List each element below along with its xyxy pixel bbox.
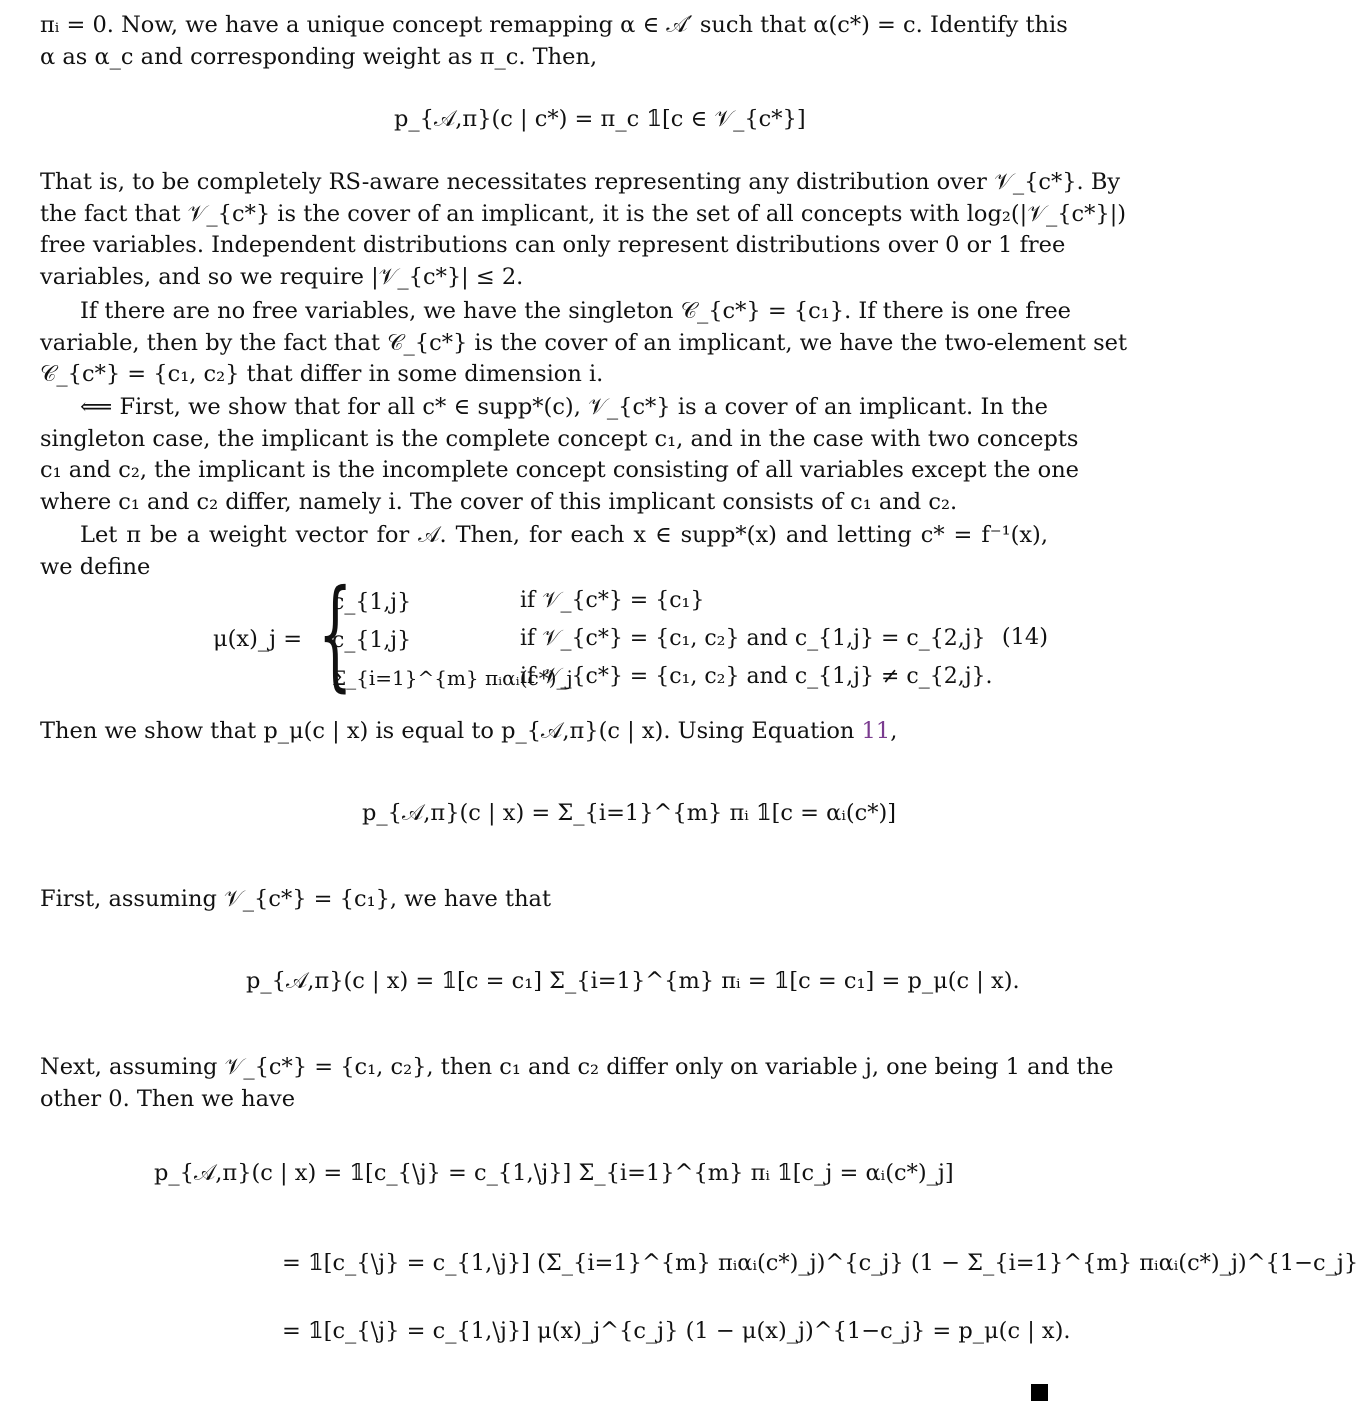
- text: Then we show that p_μ(c | x) is equal to p_{𝒜,π}(c | x). Using Equation: [40, 718, 855, 744]
- text-line: Let π be a weight vector for 𝒜. Then, for each x ∈ supp*(x) and letting c* = f⁻¹(x),: [80, 522, 1048, 548]
- paragraph-1: [40, 167, 1127, 293]
- paragraph-6: [40, 884, 1048, 916]
- case-cond-3: if 𝒱_{c*} = {c₁, c₂} and c_{1,j} ≠ c_{2,j}.: [520, 664, 993, 689]
- equation-link[interactable]: 11: [861, 718, 891, 744]
- equation-number: (14): [1001, 624, 1048, 650]
- text-line: free variables. Independent distributions can only represent distributions over 0 or 1 free: [40, 232, 1066, 259]
- paragraph-5: [40, 716, 1048, 748]
- paragraph-3: [40, 392, 1079, 518]
- equation-3: p_{𝒜,π}(c | x) = 𝟙[c = c₁] Σ_{i=1}^{m} πᵢ = 𝟙[c = c₁] = p_μ(c | x).: [246, 968, 1020, 994]
- case-value-3: Σ_{i=1}^{m} πᵢαᵢ(c*)_j: [332, 666, 573, 690]
- equation-2: p_{𝒜,π}(c | x) = Σ_{i=1}^{m} πᵢ 𝟙[c = αᵢ(c*)]: [362, 800, 897, 826]
- text-line: where c₁ and c₂ differ, namely i. The cover of this implicant consists of c₁ and c₂.: [40, 488, 958, 515]
- equation-4-line-3: = 𝟙[c_{\j} = c_{1,\j}] μ(x)_j^{c_j} (1 − μ(x)_j)^{1−c_j} = p_μ(c | x).: [282, 1318, 1071, 1344]
- text-line: ⟸ First, we show that for all c* ∈ supp*(c), 𝒱_{c*} is a cover of an implicant. In the: [80, 394, 1048, 420]
- text-line: other 0. Then we have: [40, 1085, 296, 1112]
- text-line: we define: [40, 553, 151, 580]
- case-value-1: c_{1,j}: [332, 590, 412, 615]
- text-line: singleton case, the implicant is the complete concept c₁, and in the case with two concepts: [40, 425, 1079, 452]
- text-line: the fact that 𝒱_{c*} is the cover of an implicant, it is the set of all concepts with log₂(|𝒱_{c*}|): [40, 200, 1127, 227]
- equation-4-line-2: = 𝟙[c_{\j} = c_{1,\j}] (Σ_{i=1}^{m} πᵢαᵢ(c*)_j)^{c_j} (1 − Σ_{i=1}^{m} πᵢαᵢ(c*)_j)^{1−c_j}: [282, 1250, 1358, 1276]
- text-line: α as α_c and corresponding weight as π_c. Then,: [40, 43, 598, 70]
- text-line: Next, assuming 𝒱_{c*} = {c₁, c₂}, then c₁ and c₂ differ only on variable j, one being 1 and the: [40, 1054, 1114, 1080]
- cases-lhs: μ(x)_j =: [213, 626, 303, 652]
- text: ,: [890, 718, 898, 744]
- case-cond-1: if 𝒱_{c*} = {c₁}: [520, 588, 705, 613]
- paragraph-4: [40, 520, 1048, 583]
- text-line: variable, then by the fact that 𝒞_{c*} is the cover of an implicant, we have the two-element set: [40, 329, 1127, 356]
- text-line: That is, to be completely RS-aware necessitates representing any distribution over 𝒱_{c*}. By: [40, 169, 1121, 195]
- text: First, assuming 𝒱_{c*} = {c₁}, we have that: [40, 886, 552, 912]
- qed-square-icon: [1031, 1384, 1048, 1401]
- left-brace: {: [318, 565, 353, 704]
- equation-1: p_{𝒜,π}(c | c*) = π_c 𝟙[c ∈ 𝒱_{c*}]: [394, 106, 806, 132]
- text-line: πᵢ = 0. Now, we have a unique concept remapping α ∈ 𝒜′ such that α(c*) = c. Identify this: [40, 12, 1068, 38]
- paragraph-7: [40, 1052, 1114, 1115]
- equation-4-line-1: p_{𝒜,π}(c | x) = 𝟙[c_{\j} = c_{1,\j}] Σ_{i=1}^{m} πᵢ 𝟙[c_j = αᵢ(c*)_j]: [154, 1160, 954, 1186]
- text-line: 𝒞_{c*} = {c₁, c₂} that differ in some dimension i.: [40, 361, 604, 388]
- text-line: If there are no free variables, we have the singleton 𝒞_{c*} = {c₁}. If there is one free: [80, 298, 1071, 324]
- text-line: variables, and so we require |𝒱_{c*}| ≤ 2.: [40, 263, 524, 290]
- case-cond-2: if 𝒱_{c*} = {c₁, c₂} and c_{1,j} = c_{2,j}: [520, 626, 986, 651]
- paragraph-0: [40, 10, 1068, 73]
- paragraph-2: [40, 296, 1127, 391]
- case-value-2: c_{1,j}: [332, 628, 412, 653]
- text-line: c₁ and c₂, the implicant is the incomplete concept consisting of all variables except the one: [40, 457, 1079, 484]
